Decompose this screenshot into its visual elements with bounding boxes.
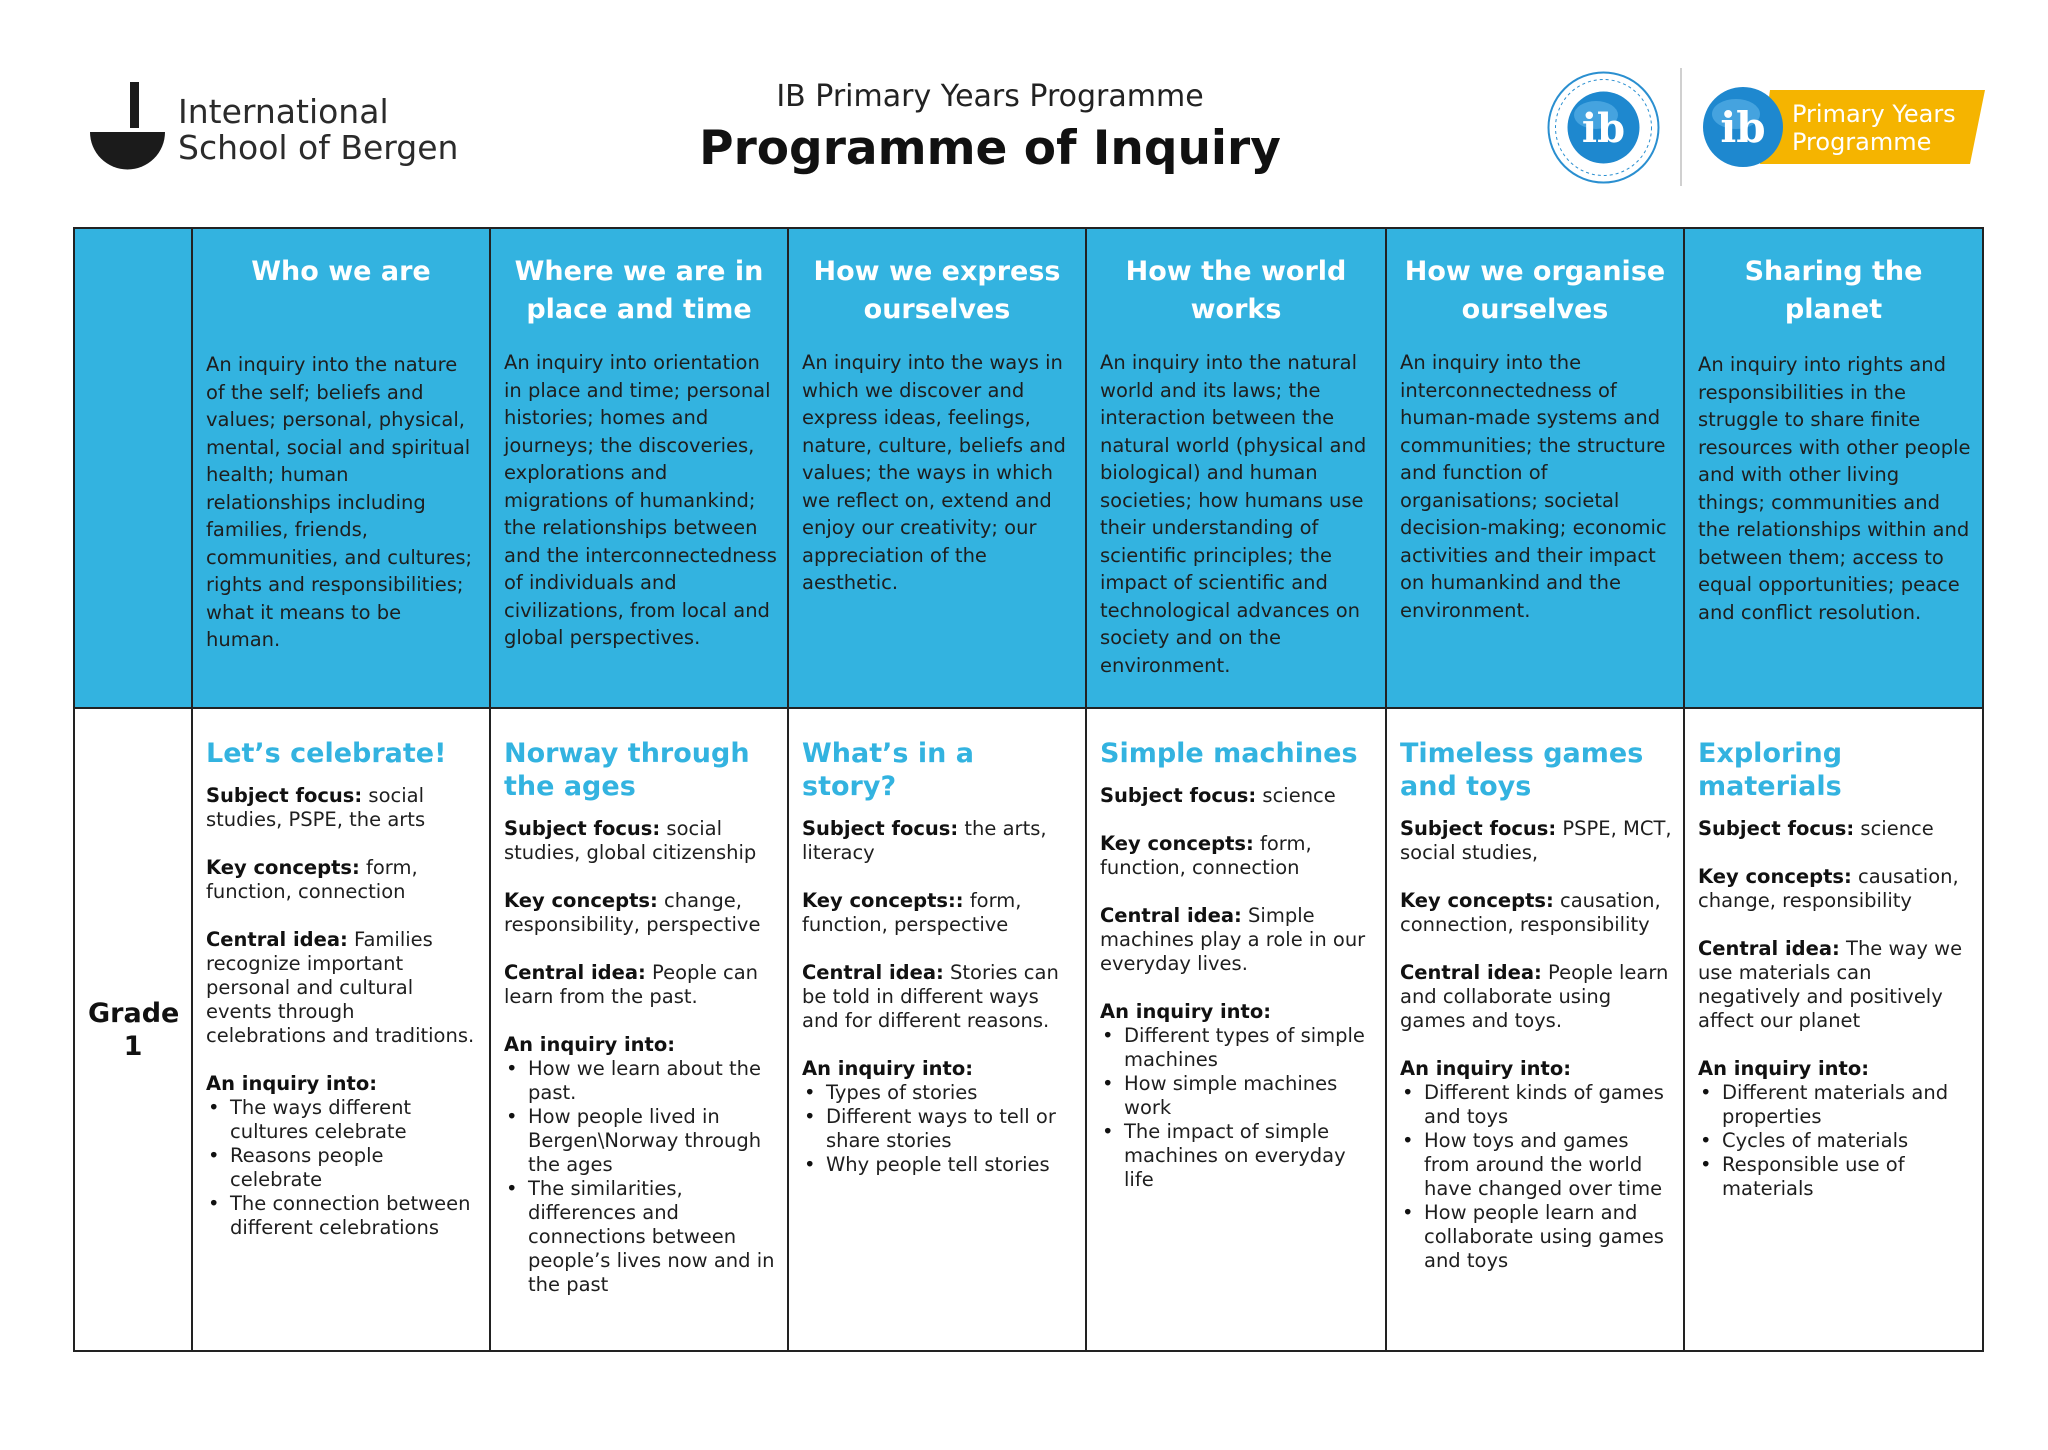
key-concepts-label: Key concepts: [1698,865,1852,888]
subject-focus-value: science [1860,817,1934,840]
key-concepts-label: Key concepts:: [802,889,964,912]
key-concepts [1100,832,1375,880]
inquiry-list [1698,1081,1972,1201]
inquiry-item: • Responsible use of materials [1722,1153,1972,1201]
theme-description: An inquiry into the ways in which we discover and express ideas, feelings, nature, culture, beliefs and values; the ways in which we reflect on, extend and enjoy our creativity; our appreciation of the aesthetic. [802,351,1066,594]
ib-pyp-logo [1700,84,1985,170]
key-concepts-value: causation, connection, responsibility [1400,889,1661,936]
title-block [680,78,1300,180]
subject-focus [1100,784,1375,808]
subject-focus-label: Subject focus: [1100,784,1257,807]
inquiry-item: • Different types of simple machines [1124,1024,1375,1072]
unit-cell [490,708,788,1351]
unit-title: Exploring materials [1698,738,1843,802]
inquiry-item: • The impact of simple machines on everyday life [1124,1120,1375,1192]
subject-focus-label: Subject focus: [206,784,363,807]
inquiry-item: • How we learn about the past. [528,1057,777,1105]
theme-cell [192,228,490,708]
central-idea [802,961,1075,1033]
key-concepts-label: Key concepts: [1400,889,1554,912]
inquiry-item: • Different ways to tell or share stories [826,1105,1075,1153]
inquiry-item: • How people lived in Bergen\Norway through the ages [528,1105,777,1177]
central-idea-label: Central idea: [1698,937,1840,960]
svg-text:ib: ib [1720,103,1766,152]
inquiry-item: • Reasons people celebrate [230,1144,479,1192]
unit-title: Timeless games and toys [1400,738,1644,802]
central-idea-value: Simple machines play a role in our everyday lives. [1100,904,1366,975]
theme-title: How we organise ourselves [1404,256,1666,325]
subject-focus-value: science [1262,784,1336,807]
theme-title: Sharing the planet [1744,256,1923,325]
inquiry-item: • How toys and games from around the world have changed over time [1424,1129,1673,1201]
grade-label: Grade 1 [88,997,180,1062]
page-subtitle: IB Primary Years Programme [776,79,1204,114]
school-name [178,94,458,166]
grade-1-row [74,708,1983,1351]
subject-focus-value: social studies, PSPE, the arts [206,784,426,831]
inquiry-heading: An inquiry into: [802,1057,974,1080]
theme-description: An inquiry into the natural world and its laws; the interaction between the natural world (physical and biological) and human societies; how humans use their understanding of scientific principles; the impact of scientific and technological advances on society and on the environment. [1100,351,1367,677]
inquiry-item: • Why people tell stories [826,1153,1075,1177]
unit-title: Simple machines [1100,738,1358,769]
pyp-logo-line1: Primary Years [1792,100,1956,128]
central-idea-label: Central idea: [504,961,646,984]
inquiry-list [802,1081,1075,1177]
school-name-line2: School of Bergen [178,128,459,167]
ib-world-school-seal-icon [1546,70,1661,185]
unit-cell [788,708,1086,1351]
central-idea-label: Central idea: [206,928,348,951]
theme-description: An inquiry into rights and responsibilities in the struggle to share finite resources with other people and with other living things; communities and the relationships within and between them; access to equal opportunities; peace and conflict resolution. [1698,353,1971,624]
inquiry-list [1100,1024,1375,1192]
inquiry-list [1400,1081,1673,1273]
central-idea-value: Stories can be told in different ways and for different reasons. [802,961,1059,1032]
theme-cell [1386,228,1684,708]
subject-focus [1400,817,1673,865]
subject-focus [802,817,1075,865]
unit-cell [1386,708,1684,1351]
inquiry-heading: An inquiry into: [1400,1057,1572,1080]
inquiry-heading: An inquiry into: [1698,1057,1870,1080]
key-concepts-value: causation, change, responsibility [1698,865,1959,912]
key-concepts [504,889,777,937]
theme-title: How the world works [1125,256,1347,325]
subject-focus [206,784,479,832]
inquiry-item: • The ways different cultures celebrate [230,1096,479,1144]
inquiry-item: • The connection between different celebrations [230,1192,479,1240]
svg-text:ib: ib [1581,105,1626,152]
unit-title: Norway through the ages [504,738,750,802]
unit-title: What’s in a story? [802,738,974,802]
central-idea-value: Families recognize important personal and cultural events through celebrations and traditions. [206,928,475,1047]
theme-row [74,228,1983,708]
subject-focus-value: social studies, global citizenship [504,817,757,864]
inquiry-item: • How people learn and collaborate using games and toys [1424,1201,1673,1273]
key-concepts [802,889,1075,937]
key-concepts-label: Key concepts: [1100,832,1254,855]
inquiry-heading: An inquiry into: [1100,1000,1272,1023]
key-concepts-value: form, function, connection [1100,832,1312,879]
central-idea-value: People learn and collaborate using games and toys. [1400,961,1669,1032]
logo-divider [1680,68,1682,186]
key-concepts-label: Key concepts: [504,889,658,912]
subject-focus [504,817,777,865]
unit-title: Let’s celebrate! [206,738,447,769]
key-concepts [1698,865,1972,913]
page-title: Programme of Inquiry [699,121,1281,176]
theme-description: An inquiry into orientation in place and time; personal histories; homes and journeys; the discoveries, explorations and migrations of humankind; the relationships between and the interconnectedness of individuals and civilizations, from local and global perspectives. [504,351,777,649]
theme-cell [1086,228,1386,708]
school-name-line1: International [178,92,389,131]
key-concepts-value: form, function, perspective [802,889,1022,936]
central-idea [1100,904,1375,976]
inquiry-item: • Cycles of materials [1722,1129,1972,1153]
theme-cell [490,228,788,708]
central-idea-label: Central idea: [1400,961,1542,984]
subject-focus-label: Subject focus: [504,817,661,840]
subject-focus [1698,817,1972,841]
pyp-logo-line2: Programme [1792,128,1932,156]
inquiry-heading: An inquiry into: [206,1072,378,1095]
theme-cell [788,228,1086,708]
inquiry-item: • Different kinds of games and toys [1424,1081,1673,1129]
theme-title: How we express ourselves [813,256,1061,325]
inquiry-item: • Types of stories [826,1081,1075,1105]
subject-focus-value: PSPE, MCT, social studies, [1400,817,1672,864]
key-concepts [1400,889,1673,937]
key-concepts-value: form, function, connection [206,856,418,903]
page-header [0,0,2048,220]
programme-of-inquiry-table [73,227,1984,1352]
theme-description: An inquiry into the interconnectedness of human-made systems and communities; the structure and function of organisations; societal decision-making; economic activities and their impact on humankind and the environment. [1400,351,1667,622]
theme-title: Where we are in place and time [514,256,764,325]
unit-cell [192,708,490,1351]
theme-description: An inquiry into the nature of the self; beliefs and values; personal, physical, mental, social and spiritual health; human relationships including families, friends, communities, and cultures; rights and responsibilities; what it means to be human. [206,353,473,651]
unit-cell [1086,708,1386,1351]
inquiry-item: • How simple machines work [1124,1072,1375,1120]
central-idea-label: Central idea: [1100,904,1242,927]
subject-focus-label: Subject focus: [802,817,959,840]
inquiry-item: • The similarities, differences and connections between people’s lives now and in the past [528,1177,777,1297]
key-concepts-value: change, responsibility, perspective [504,889,761,936]
theme-cell [1684,228,1983,708]
school-logo-icon [90,82,165,174]
unit-cell [1684,708,1983,1351]
central-idea [504,961,777,1009]
corner-cell [74,228,192,708]
central-idea-label: Central idea: [802,961,944,984]
central-idea [1400,961,1673,1033]
grade-cell [74,708,192,1351]
central-idea-value: The way we use materials can negatively and positively affect our planet [1698,937,1963,1032]
inquiry-list [504,1057,777,1297]
theme-title: Who we are [251,256,431,287]
key-concepts [206,856,479,904]
inquiry-heading: An inquiry into: [504,1033,676,1056]
subject-focus-value: the arts, literacy [802,817,1047,864]
subject-focus-label: Subject focus: [1400,817,1557,840]
inquiry-item: • Different materials and properties [1722,1081,1972,1129]
inquiry-list [206,1096,479,1240]
key-concepts-label: Key concepts: [206,856,360,879]
central-idea [1698,937,1972,1033]
subject-focus-label: Subject focus: [1698,817,1855,840]
central-idea [206,928,479,1048]
central-idea-value: People can learn from the past. [504,961,759,1008]
